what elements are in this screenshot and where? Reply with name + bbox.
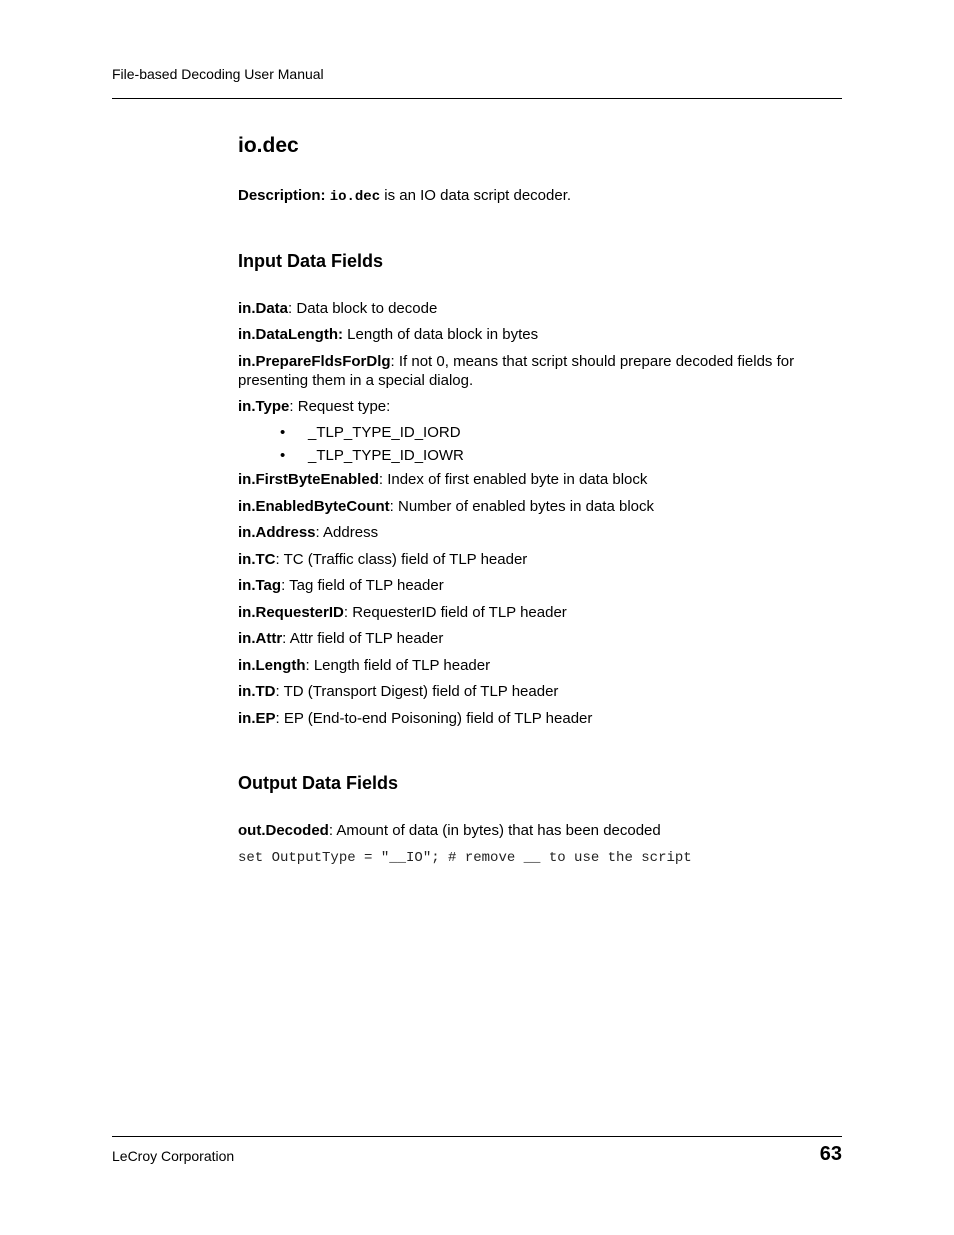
field-name: in.Length	[238, 657, 306, 674]
field-description: TC (Traffic class) field of TLP header	[283, 551, 528, 568]
field-description: Length field of TLP header	[313, 657, 491, 674]
field-name: in.DataLength:	[238, 326, 343, 343]
description-label: Description:	[238, 187, 326, 204]
field-description: Request type:	[297, 398, 391, 415]
field-in-length	[238, 656, 828, 675]
field-in-address	[238, 523, 828, 542]
field-description: Number of enabled bytes in data block	[398, 498, 655, 515]
field-description: Tag field of TLP header	[289, 577, 444, 594]
field-name: in.RequesterID	[238, 604, 344, 621]
field-in-tag	[238, 576, 828, 595]
field-in-tc	[238, 550, 828, 569]
field-name: in.EP	[238, 710, 276, 727]
field-separator: :	[389, 498, 399, 515]
field-name: in.TC	[238, 551, 276, 568]
field-name: out.Decoded	[238, 822, 329, 839]
field-in-firstbyteenabled	[238, 470, 828, 489]
field-description: Amount of data (in bytes) that has been decoded	[336, 822, 661, 839]
field-name: in.Attr	[238, 630, 283, 647]
field-in-td	[238, 682, 828, 701]
type-option-iowr	[280, 447, 464, 464]
field-description: RequesterID field of TLP header	[352, 604, 567, 621]
field-separator: :	[343, 604, 353, 621]
bullet-icon: •	[280, 424, 286, 441]
field-name: in.PrepareFldsForDlg	[238, 353, 391, 370]
field-separator: :	[305, 657, 314, 674]
description	[238, 187, 571, 205]
field-separator: :	[328, 822, 337, 839]
page-number: 63	[819, 1143, 842, 1165]
field-description: If not 0, means that script should prepare decoded fields for presenting them in a special dialog.	[238, 353, 795, 389]
field-name: in.TD	[238, 683, 276, 700]
output-fields-heading: Output Data Fields	[238, 773, 399, 793]
field-in-ep	[238, 709, 828, 728]
field-description: Address	[323, 524, 379, 541]
footer-rule	[112, 1136, 842, 1137]
field-name: in.Type	[238, 398, 290, 415]
code-example: set OutputType = "__IO"; # remove __ to use the script	[238, 850, 692, 866]
field-in-enabledbytecount	[238, 497, 828, 516]
field-description: TD (Transport Digest) field of TLP header	[283, 683, 559, 700]
field-separator: :	[289, 398, 298, 415]
field-in-requesterid	[238, 603, 828, 622]
field-description: Data block to decode	[296, 300, 438, 317]
field-in-preparefldsfordlg	[238, 352, 828, 390]
field-in-datalength	[238, 325, 828, 344]
field-separator: :	[275, 683, 284, 700]
field-in-data	[238, 299, 828, 318]
field-out-decoded	[238, 821, 828, 840]
field-name: in.Data	[238, 300, 289, 317]
field-name: in.Tag	[238, 577, 282, 594]
field-description: EP (End-to-end Poisoning) field of TLP header	[283, 710, 593, 727]
field-name: in.FirstByteEnabled	[238, 471, 379, 488]
field-name: in.EnabledByteCount	[238, 498, 390, 515]
footer-company: LeCroy Corporation	[112, 1148, 235, 1164]
type-option-iord	[280, 424, 461, 441]
field-in-type	[238, 397, 828, 416]
bullet-icon: •	[280, 447, 286, 464]
field-separator: :	[315, 524, 324, 541]
field-separator: :	[390, 353, 399, 370]
type-option-label: _TLP_TYPE_ID_IORD	[308, 424, 461, 441]
header-rule	[112, 98, 842, 99]
field-separator: :	[275, 551, 284, 568]
section-title: io.dec	[238, 134, 299, 157]
field-in-attr	[238, 629, 828, 648]
field-description: Length of data block in bytes	[347, 326, 539, 343]
field-separator: :	[378, 471, 388, 488]
field-separator: :	[282, 630, 290, 647]
running-header: File-based Decoding User Manual	[112, 66, 324, 82]
input-fields-heading: Input Data Fields	[238, 251, 384, 271]
field-separator: :	[275, 710, 284, 727]
field-separator: :	[281, 577, 290, 594]
type-option-label: _TLP_TYPE_ID_IOWR	[308, 447, 464, 464]
field-description: Attr field of TLP header	[289, 630, 444, 647]
field-name: in.Address	[238, 524, 316, 541]
field-separator: :	[288, 300, 297, 317]
description-code: io.dec	[329, 189, 381, 205]
description-text: is an IO data script decoder.	[384, 187, 572, 204]
field-description: Index of first enabled byte in data block	[387, 471, 648, 488]
